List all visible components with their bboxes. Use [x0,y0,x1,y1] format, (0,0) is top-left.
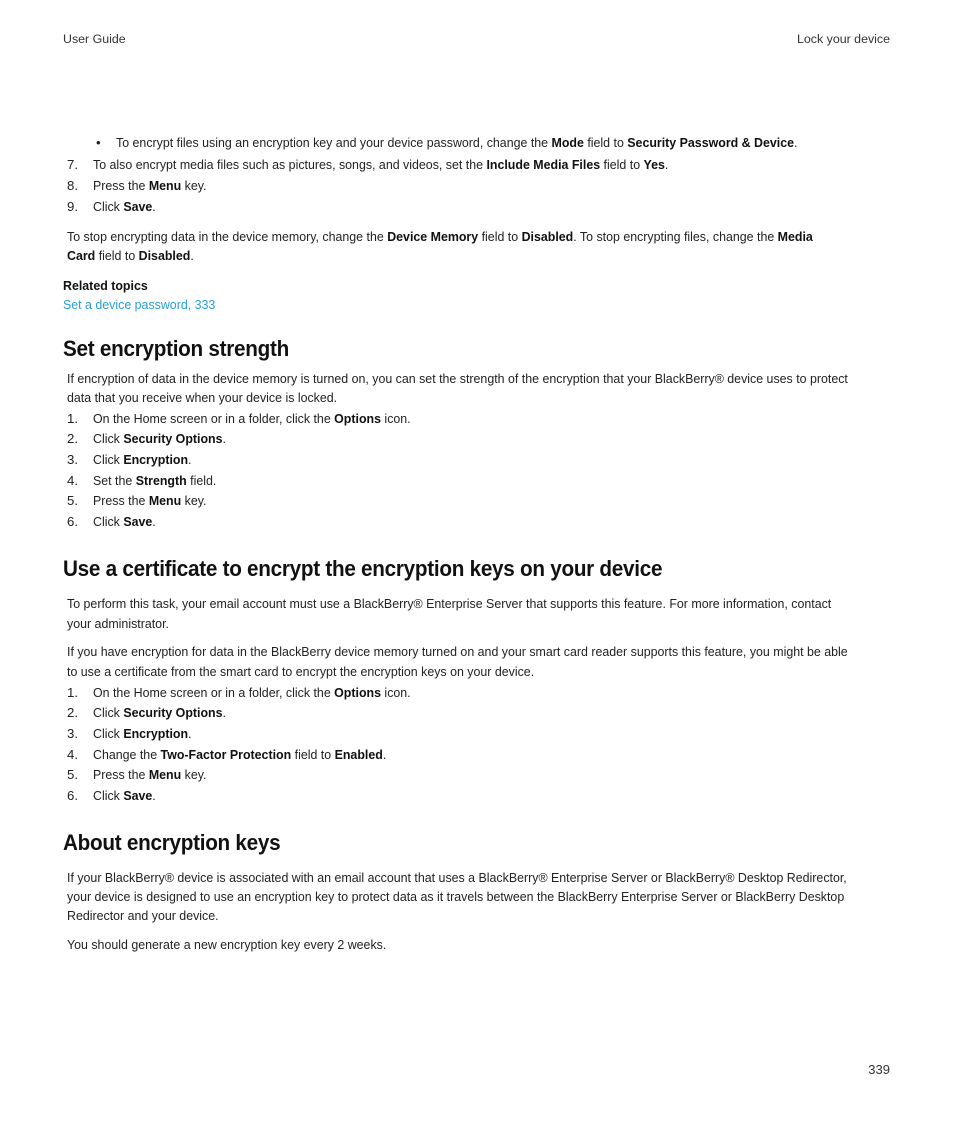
step-text: Click Encryption. [93,452,192,467]
step-number: 9. [67,199,78,214]
step-text: Press the Menu key. [93,178,207,193]
step-number: 6. [67,788,78,803]
step-number: 5. [67,767,78,782]
paragraph-line: your administrator. [67,616,169,631]
paragraph-line: To stop encrypting data in the device memory, change the Device Memory field to Disabled. To stop encrypting files, change the Media [67,229,813,244]
step-text: Click Save. [93,514,156,529]
step-text: Press the Menu key. [93,767,207,782]
paragraph-line: data that you receive when your device is locked. [67,390,338,405]
paragraph-line: Redirector and your device. [67,908,219,923]
paragraph-line: If encryption of data in the device memory is turned on, you can set the strength of the encryption that your BlackBerry® device uses to protect [67,371,848,386]
step-text: Press the Menu key. [93,493,207,508]
step-number: 6. [67,514,78,529]
bullet-marker: • [96,135,101,150]
step-text: To also encrypt media files such as pictures, songs, and videos, set the Include Media Files field to Yes. [93,157,669,172]
step-number: 4. [67,747,78,762]
step-text: Click Security Options. [93,705,226,720]
paragraph-line: Card field to Disabled. [67,248,194,263]
step-text: Click Save. [93,788,156,803]
step-text: On the Home screen or in a folder, click the Options icon. [93,685,411,700]
step-text: On the Home screen or in a folder, click the Options icon. [93,411,411,426]
step-number: 7. [67,157,78,172]
step-text: Set the Strength field. [93,473,217,488]
section-heading-use-certificate: Use a certificate to encrypt the encryption keys on your device [63,556,663,581]
step-number: 1. [67,685,78,700]
step-number: 2. [67,705,78,720]
step-number: 3. [67,726,78,741]
running-header-title: User Guide [63,32,126,46]
step-number: 2. [67,431,78,446]
step-number: 5. [67,493,78,508]
step-number: 4. [67,473,78,488]
paragraph-line: To perform this task, your email account must use a BlackBerry® Enterprise Server that supports this feature. For more information, contact [67,596,832,611]
section-heading-set-encryption-strength: Set encryption strength [63,336,289,361]
paragraph-line: If your BlackBerry® device is associated with an email account that uses a BlackBerry® Enterprise Server or BlackBerry® Desktop Redirector, [67,870,847,885]
paragraph-line: You should generate a new encryption key every 2 weeks. [67,937,387,952]
running-header-section: Lock your device [797,32,890,46]
step-number: 3. [67,452,78,467]
step-text: Click Encryption. [93,726,192,741]
related-topics-heading: Related topics [63,278,148,293]
step-text: Click Save. [93,199,156,214]
step-number: 8. [67,178,78,193]
section-heading-about-encryption-keys: About encryption keys [63,830,281,855]
paragraph-line: your device is designed to use an encryption key to protect data as it travels between the BlackBerry Enterprise Server or BlackBerry Desktop [67,889,845,904]
paragraph-line: to use a certificate from the smart card to encrypt the encryption keys on your device. [67,664,535,679]
paragraph-line: If you have encryption for data in the BlackBerry device memory turned on and your smart card reader supports this feature, you might be able [67,644,848,659]
step-number: 1. [67,411,78,426]
related-topic-link[interactable]: Set a device password, 333 [63,297,216,312]
step-text: Click Security Options. [93,431,226,446]
page-number: 339 [868,1062,890,1077]
step-text: Change the Two-Factor Protection field to Enabled. [93,747,387,762]
bullet-item: To encrypt files using an encryption key and your device password, change the Mode field to Security Password & Device. [116,135,798,150]
